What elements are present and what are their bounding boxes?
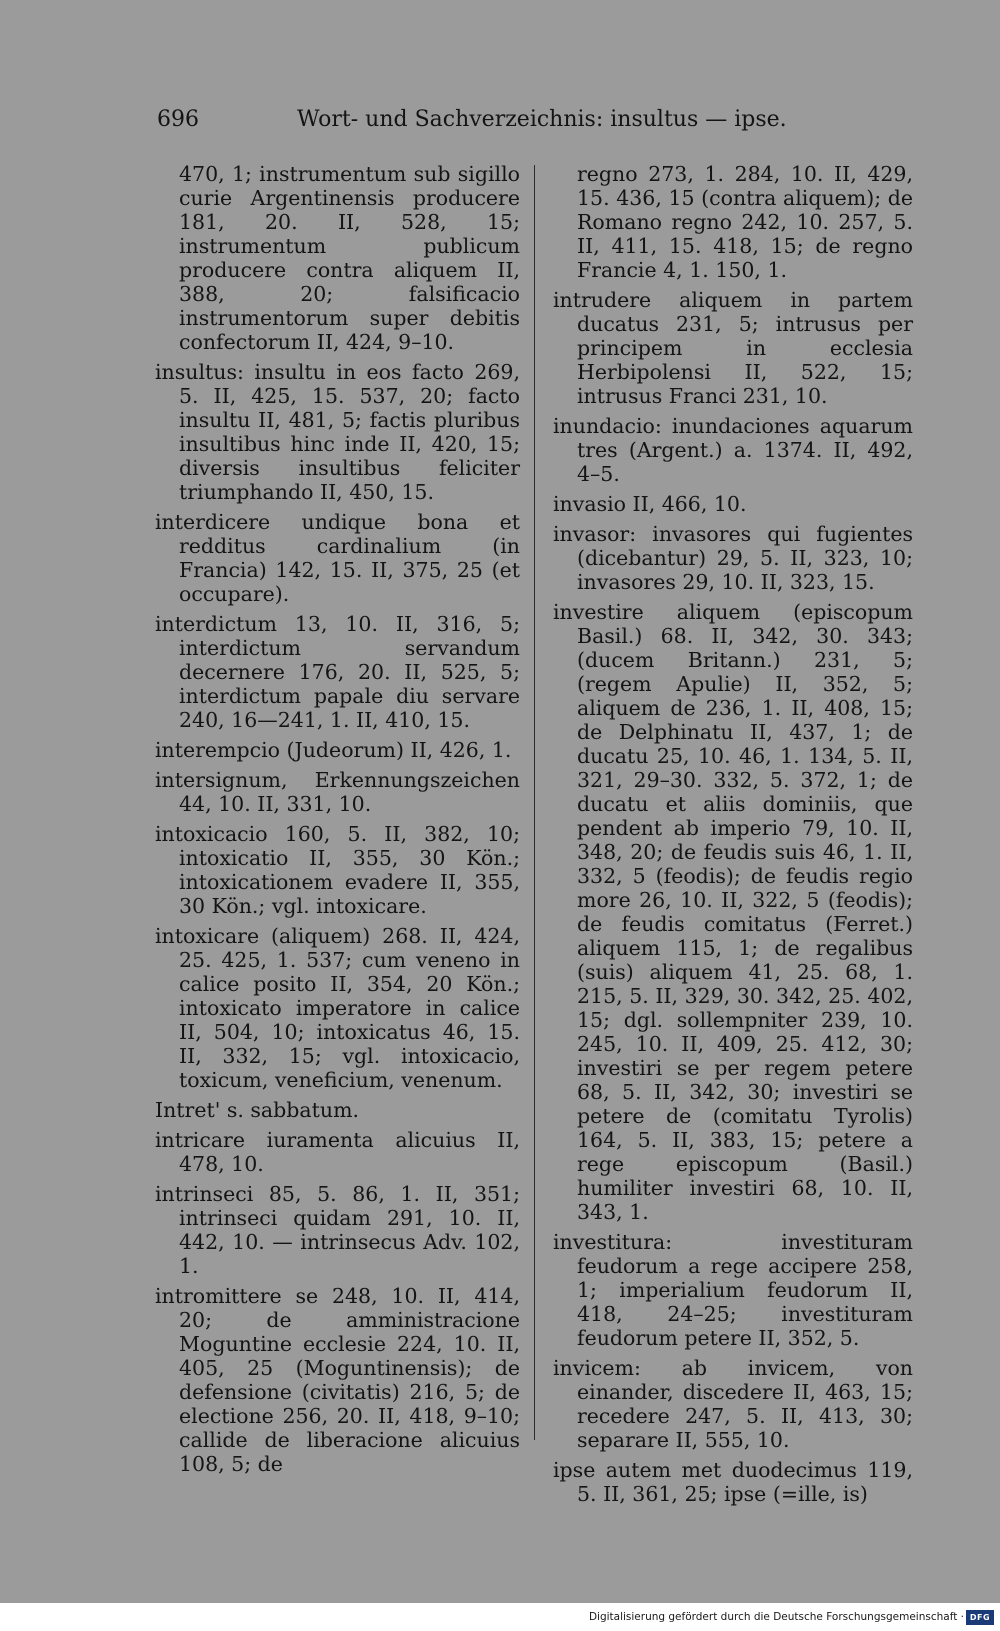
index-entry: intoxicare (aliquem) 268. II, 424, 25. 425, 1. 537; cum veneno in calice posito II, 354, 20 Kön.; intoxicato imperatore in calice II, 504, 10; intoxicatus 46, 15. II, 332, 15; vgl. intoxicacio, toxicum, veneficium, venenum. bbox=[155, 924, 520, 1092]
index-entry: ipse autem met duodecimus 119, 5. II, 361, 25; ipse (=ille, is) bbox=[553, 1458, 913, 1506]
index-entry: intricare iuramenta alicuius II, 478, 10. bbox=[155, 1128, 520, 1176]
index-entry: Intret' s. sabbatum. bbox=[155, 1098, 360, 1122]
dfg-logo: DFG bbox=[966, 1610, 994, 1625]
index-entry: interdicere undique bona et redditus cardinalium (in Francia) 142, 15. II, 375, 25 (et occupare). bbox=[155, 510, 520, 606]
index-entry: intoxicacio 160, 5. II, 382, 10; intoxicatio II, 355, 30 Kön.; intoxicationem evadere II, 355, 30 Kön.; vgl. intoxicare. bbox=[155, 822, 520, 918]
column-divider bbox=[534, 165, 535, 1440]
index-entry: intromittere se 248, 10. II, 414, 20; de amministracione Moguntine ecclesie 224, 10. II, 405, 25 (Moguntinensis); de defensione (civitatis) 216, 5; de electione 256, 20. II, 418, 9–10; callide de liberacione alicuius 108, 5; de bbox=[155, 1284, 520, 1476]
index-entry: interdictum 13, 10. II, 316, 5; interdictum servandum decernere 176, 20. II, 525, 5; interdictum papale diu servare 240, 16—241, 1. II, 410, 15. bbox=[155, 612, 520, 732]
page-number: 696 bbox=[157, 107, 199, 132]
index-entry: regno 273, 1. 284, 10. II, 429, 15. 436, 15 (contra aliquem); de Romano regno 242, 10. 257, 5. II, 411, 15. 418, 15; de regno Francie 4, 1. 150, 1. bbox=[577, 162, 913, 282]
funding-credit: Digitalisierung gefördert durch die Deutsche Forschungsgemeinschaft · bbox=[588, 1611, 964, 1623]
index-entry: interempcio (Judeorum) II, 426, 1. bbox=[155, 738, 512, 762]
index-entry: investire aliquem (episcopum Basil.) 68. II, 342, 30. 343; (ducem Britann.) 231, 5; (regem Apulie) II, 352, 5; aliquem de 236, 1. II, 408, 15; de Delphinatu II, 437, 1; de ducatu 25, 10. 46, 1. 134, 5. II, 321, 29–30. 332, 5. 372, 1; de ducatu et aliis dominiis, que pendent ab imperio 79, 10. II, 348, 20; de feudis suis 46, 1. II, 332, 5 (feodis); de feudis regio more 26, 10. II, 322, 5 (feodis); de feudis comitatus (Ferret.) aliquem 115, 1; de regalibus (suis) aliquem 41, 25. 68, 1. 215, 5. II, 329, 30. 342, 25. 402, 15; dgl. sollempniter 239, 10. 245, 10. II, 409, 25. 412, 30; investiri se per regem petere 68, 5. II, 342, 30; investiri se petere de (comitatu Tyrolis) 164, 5. II, 383, 15; petere a rege episcopum (Basil.) humiliter investiri 68, 10. II, 343, 1. bbox=[553, 600, 913, 1224]
index-entry: insultus: insultu in eos facto 269, 5. II, 425, 15. 537, 20; facto insultu II, 481, 5; factis pluribus insultibus hinc inde II, 420, 15; diversis insultibus feliciter triumphando II, 450, 15. bbox=[155, 360, 520, 504]
page-header bbox=[157, 106, 857, 134]
index-entry: inundacio: inundaciones aquarum tres (Argent.) a. 1374. II, 492, 4–5. bbox=[553, 414, 913, 486]
index-entry: intersignum, Erkennungszeichen 44, 10. II, 331, 10. bbox=[155, 768, 520, 816]
index-entry: intrinseci 85, 5. 86, 1. II, 351; intrinseci quidam 291, 10. II, 442, 10. — intrinsecus Adv. 102, 1. bbox=[155, 1182, 520, 1278]
running-title: Wort- und Sachverzeichnis: insultus — ipse. bbox=[297, 107, 787, 132]
right-column bbox=[553, 162, 913, 1512]
index-entry: investitura: investituram feudorum a rege accipere 258, 1; imperialium feudorum II, 418, 24–25; investituram feudorum petere II, 352, 5. bbox=[553, 1230, 913, 1350]
left-column bbox=[155, 162, 520, 1482]
index-entry: intrudere aliquem in partem ducatus 231, 5; intrusus per principem in ecclesia Herbipolensi II, 522, 15; intrusus Franci 231, 10. bbox=[553, 288, 913, 408]
index-entry: invasor: invasores qui fugientes (dicebantur) 29, 5. II, 323, 10; invasores 29, 10. II, 323, 15. bbox=[553, 522, 913, 594]
digitization-footer bbox=[0, 1603, 1000, 1631]
index-entry: invasio II, 466, 10. bbox=[553, 492, 747, 516]
index-entry: 470, 1; instrumentum sub sigillo curie Argentinensis producere 181, 20. II, 528, 15; instrumentum publicum producere contra aliquem II, 388, 20; falsificacio instrumentorum super debitis confectorum II, 424, 9–10. bbox=[179, 162, 520, 354]
index-entry: invicem: ab invicem, von einander, discedere II, 463, 15; recedere 247, 5. II, 413, 30; separare II, 555, 10. bbox=[553, 1356, 913, 1452]
